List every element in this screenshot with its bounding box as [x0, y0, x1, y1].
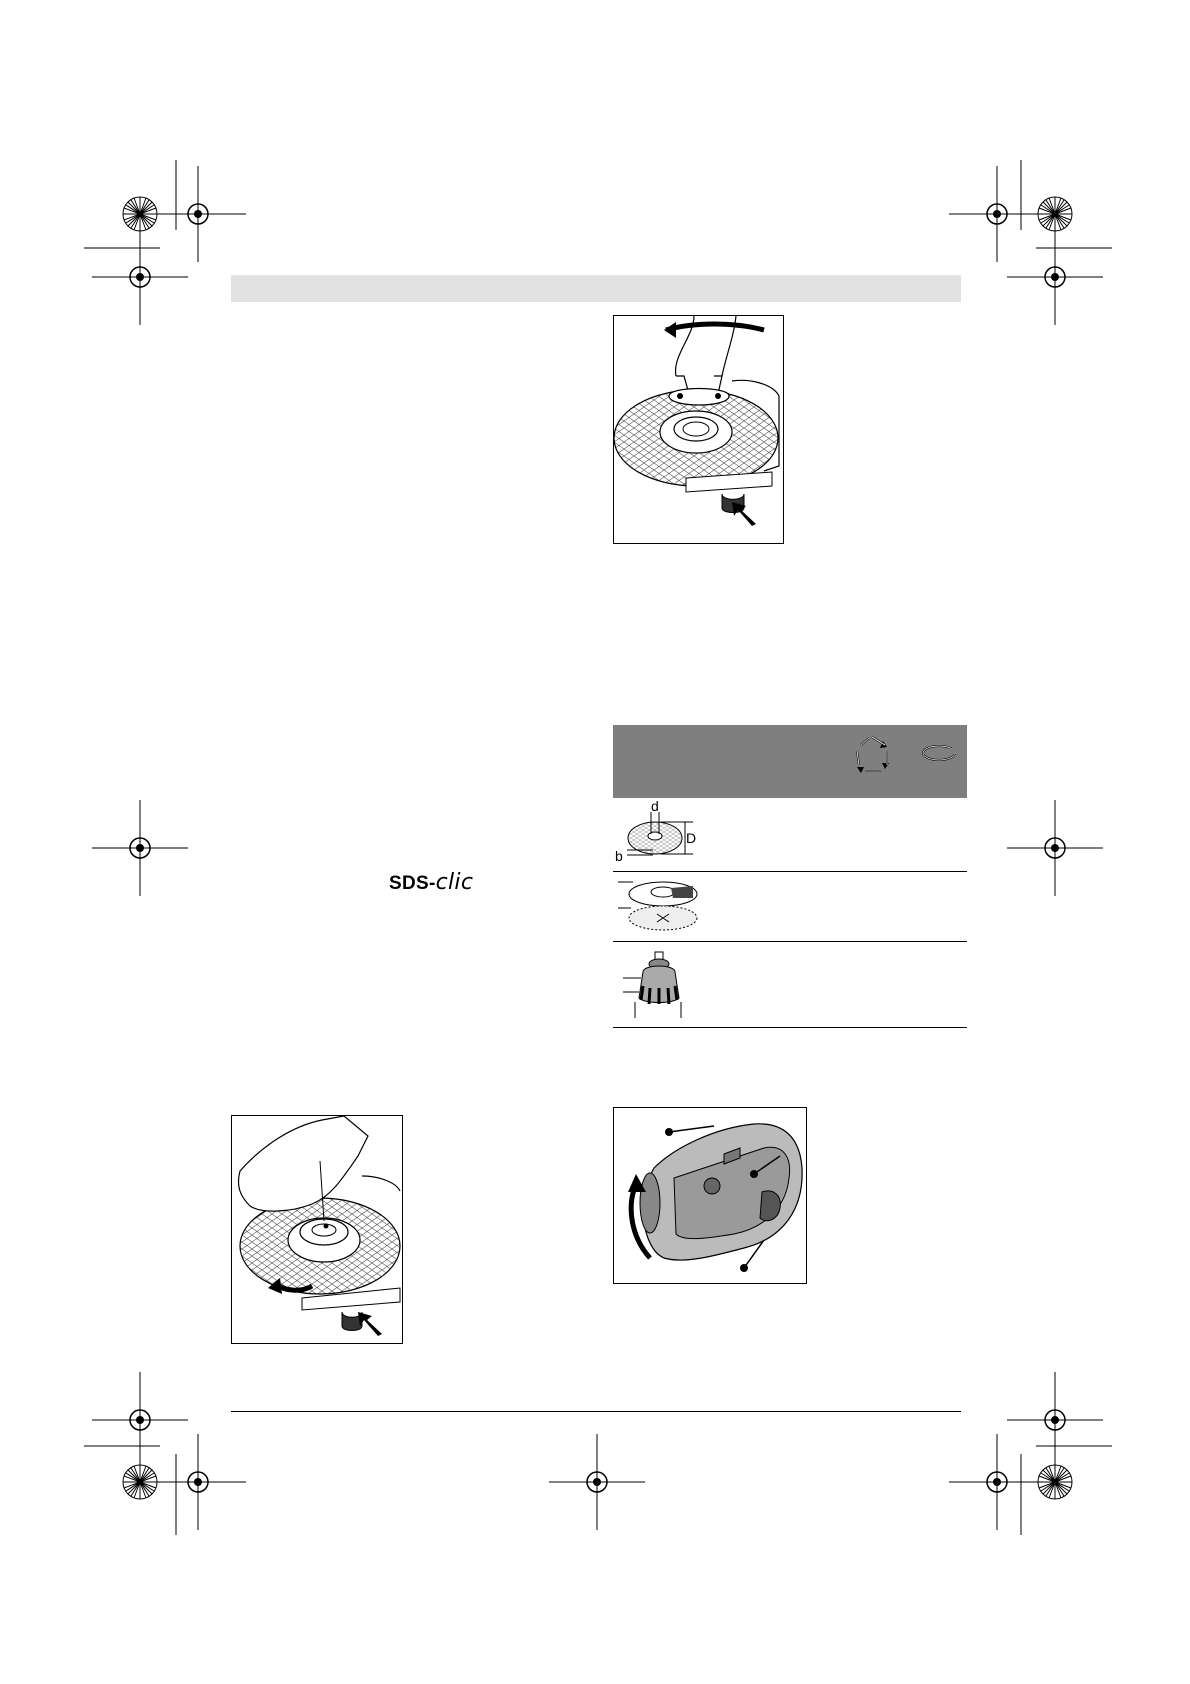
table-row	[613, 798, 967, 872]
figure-spanner-nut-drawing	[614, 316, 783, 543]
table-row	[613, 872, 967, 942]
label-b: b	[615, 848, 623, 864]
figure-hand-nut	[231, 1115, 403, 1344]
figure-gear-head-drawing	[614, 1108, 806, 1283]
sds-logo-suffix: clic	[435, 870, 474, 895]
table-header	[613, 725, 967, 798]
label-D: D	[686, 830, 697, 846]
wire-cup-brush-diagram	[613, 942, 713, 1026]
footer-rule	[231, 1411, 961, 1412]
figure-spanner-nut	[613, 315, 784, 544]
sds-clic-logo	[389, 870, 473, 895]
grinding-wheel-dimension-diagram	[613, 798, 713, 870]
recycle-icon	[847, 729, 897, 779]
sds-logo-prefix: SDS-	[389, 873, 436, 894]
sanding-disc-diagram	[613, 872, 713, 940]
figure-hand-nut-drawing	[232, 1116, 402, 1343]
figure-gear-head	[613, 1107, 807, 1284]
ring-icon	[919, 739, 959, 767]
label-d: d	[651, 798, 659, 814]
table-row	[613, 942, 967, 1028]
header-bar	[231, 275, 961, 302]
